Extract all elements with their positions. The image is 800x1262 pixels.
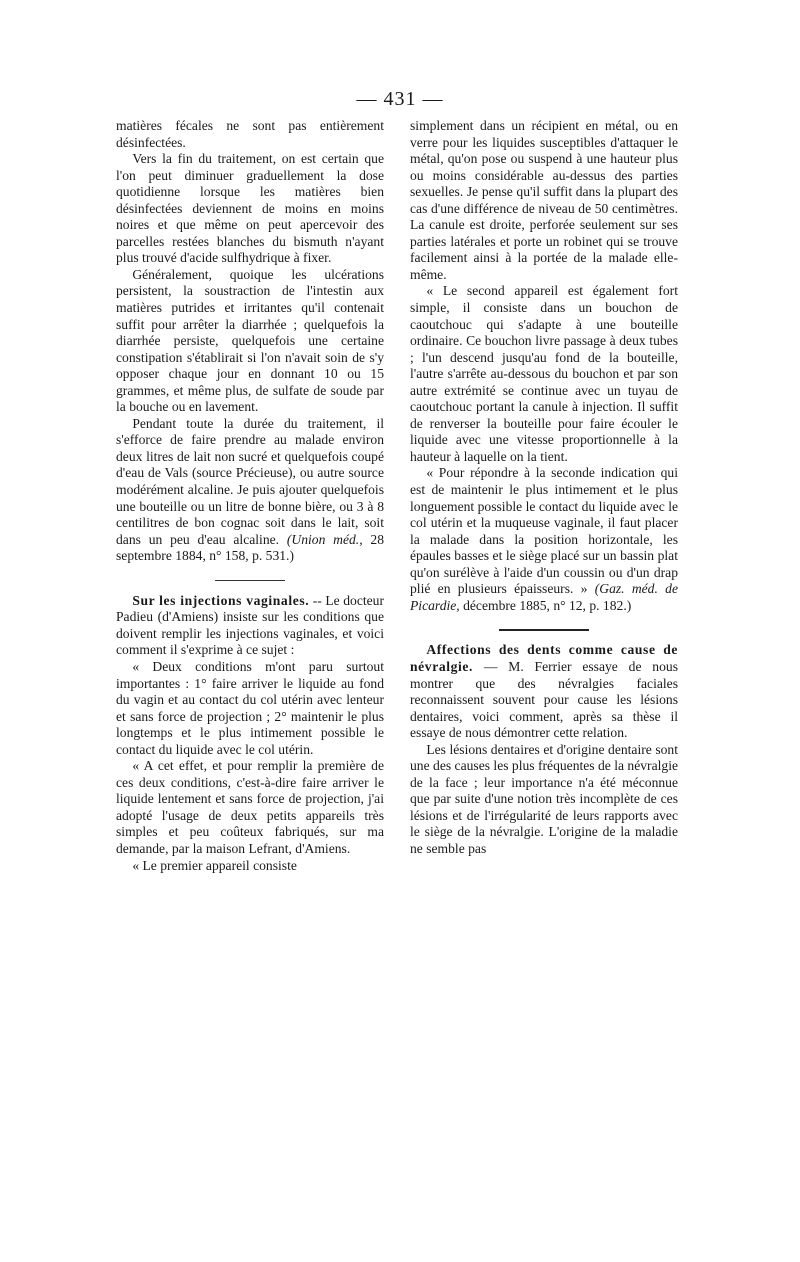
section-divider <box>410 614 678 642</box>
paragraph-text: « Pour répondre à la seconde indication qui est de maintenir le plus intimement et le plus longuement possible le contact du liquide avec le col utérin et la muqueuse vaginale, il faut placer la malade dans la position horizontale, les épaules basses et le siège placé sur un bassin plat qu'on surélève à l'aide d'un coussin ou d'un drap plié en plusieurs épaisseurs. » <box>410 465 678 597</box>
paragraph: Généralement, quoique les ulcérations persistent, la soustraction de l'intestin aux matières putrides et irritantes qu'il contenait suffit pour arrêter la diarrhée ; quelquefois la diarrhée persiste, quelquefois une certaine constipation s'établirait si l'on n'avait soin de s'y opposer chaque jour en donnant 10 ou 15 grammes, et même plus, de sulfate de soude par la bouche ou en lavement. <box>116 266 384 415</box>
citation-source: (Gaz. méd. de Picardie, <box>410 581 678 613</box>
page-number: — 431 — <box>356 88 444 110</box>
citation-source: (Union méd., <box>286 531 363 547</box>
paragraph: matières fécales ne sont pas entièrement désinfectées. <box>116 118 384 150</box>
section-title: Sur les injections vaginales. <box>132 592 310 608</box>
paragraph: « Le premier appareil consiste <box>132 857 297 873</box>
paragraph: « Deux conditions m'ont paru surtout importantes : 1° faire arriver le liquide au fond du vagin et au contact du col utérin avec lenteur et sans force de projection ; 2° maintenir le plus longtemps et le plus intimement possible le contact du liquide avec le col utérin. <box>116 658 384 757</box>
citation-details: 28 septembre 1884, n° 158, p. 531.) <box>116 531 384 564</box>
right-column <box>410 118 678 858</box>
paragraph: Vers la fin du traitement, on est certain que l'on peut diminuer graduellement la dose quotidienne lorsque les matières bien désinfectées deviennent de moins en moins noires et que même on peut apercevoir des parcelles restées blanches du bismuth n'ayant plus trouvé d'acide sulfhydrique à fixer. <box>116 151 384 266</box>
citation-details: décembre 1885, n° 12, p. 182.) <box>459 597 632 613</box>
paragraph: « Le second appareil est également fort simple, il consiste dans un bouchon de caoutchouc qui s'adapte à une bouteille ordinaire. Ce bouchon livre passage à deux tubes ; l'un descend jusqu'au fond de la bouteille, l'autre s'arrête au-dessous du bouchon et par son autre extrémité se continue avec un tuyau de caoutchouc portant la canule à injection. Il suffit de renverser la bouteille pour faire écouler le liquide avec une vitesse proportionnelle à la hauteur à laquelle on la tient. <box>410 283 678 464</box>
section-paragraph <box>116 593 384 659</box>
paragraph <box>116 416 384 565</box>
paragraph <box>410 465 678 614</box>
section-divider <box>116 565 384 593</box>
section-intro: — M. Ferrier essaye de nous montrer que des névralgies faciales reconnaissent souvent pour cause les lésions dentaires, voici comment, après sa thèse il essaye de nous démontrer cette relation. <box>410 658 678 741</box>
paragraph: « A cet effet, et pour remplir la première de ces deux conditions, c'est-à-dire faire arriver le liquide lentement et sans force de projection, j'ai adopté l'usage de deux petits appareils très simples et peu coûteux fabriqués, sur ma demande, par la maison Lefrant, d'Amiens. <box>116 758 384 856</box>
paragraph-text: Pendant toute la durée du traitement, il s'efforce de faire prendre au malade environ deux litres de lait non sucré et quelquefois coupé d'eau de Vals (source Précieuse), ou autre source modérément alcaline. Je puis ajouter quelquefois une bouteille ou un litre de bonne bière, ou 3 à 8 centilitres de bon cognac soit dans le lait, soit dans un peu d'eau alcaline. <box>116 415 384 547</box>
left-column <box>116 118 384 874</box>
paragraph: Les lésions dentaires et d'origine dentaire sont une des causes les plus fréquentes de la névralgie de la face ; leur importance n'a été méconnue que par suite d'une notion très incomplète de ces lésions et de l'irrégularité de leurs rapports avec le siège de la névralgie. L'origine de la maladie ne semble pas <box>410 741 678 856</box>
section-intro: -- Le docteur Padieu (d'Amiens) insiste sur les conditions que doivent remplir les injections vaginales, et voici comment il s'exprime à ce sujet : <box>116 592 384 658</box>
section-paragraph <box>410 642 678 741</box>
paragraph: simplement dans un récipient en métal, ou en verre pour les liquides susceptibles d'attaquer le métal, qu'on pose ou suspend à une hauteur plus ou moins considérable au-dessus des parties sexuelles. Je pense qu'il suffit dans la plupart des cas d'une différence de niveau de 50 centimètres. La canule est droite, perforée seulement sur ses parties latérales et porte un robinet qui se trouve facilement ainsi à la portée de la malade elle-même. <box>410 118 678 282</box>
section-title: Affections des dents comme cause de névralgie. <box>410 642 678 674</box>
